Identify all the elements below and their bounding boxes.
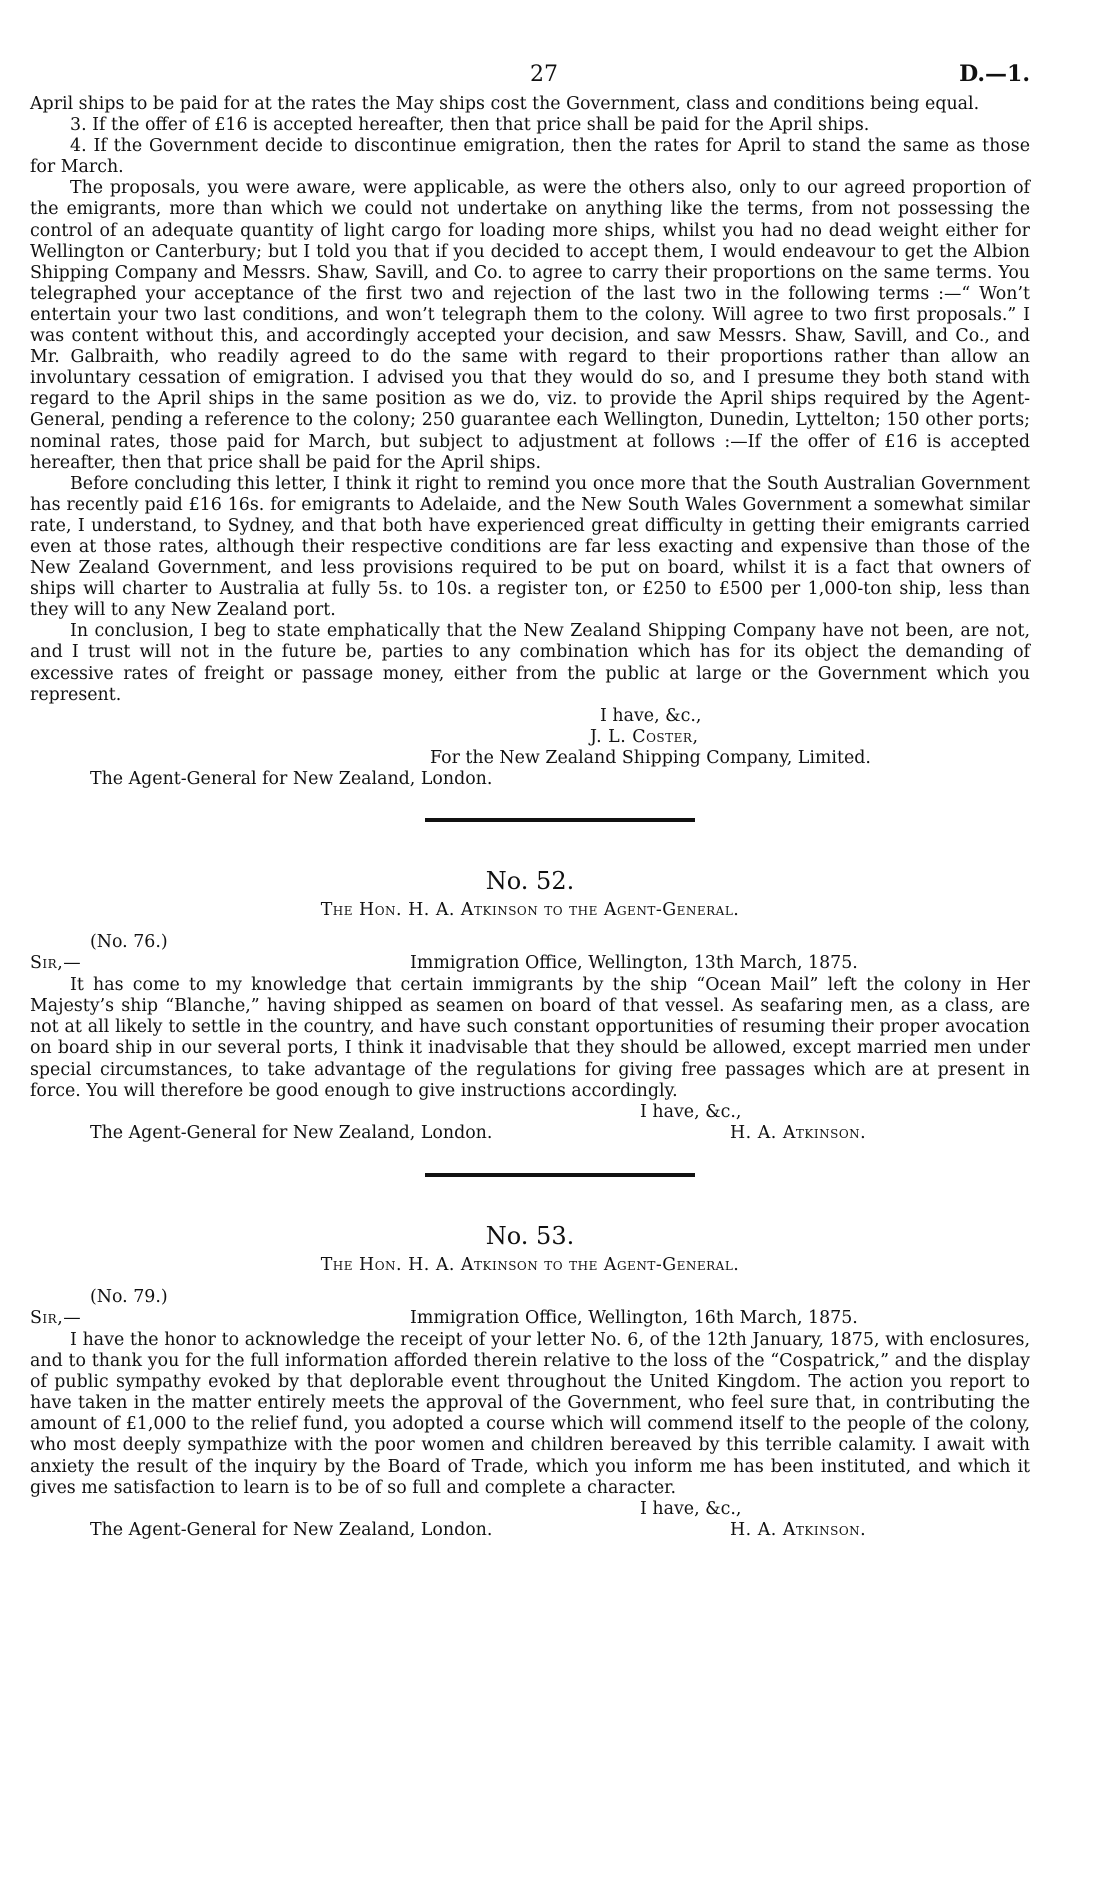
letter-body: I have the honor to acknowledge the receipt of your letter No. 6, of the 12th January, 1875, with enclosures, and to thank you for the full information afforded therein relative to the loss of the “Cospatrick,” and the display of public sympathy evoked by that deplorable event throughout the United Kingdom. The action you report to have taken in the matter entirely meets the approval of the Government, who feel sure that, in contributing the amount of £1,000 to the relief fund, you adopted a course which will commend itself to the people of the colony, who most deeply sympathize with the poor women and children bereaved by this terrible calamity. I await with anxiety the result of the inquiry by the Board of Trade, which you inform me has been instituted, and which it gives me satisfaction to learn is to be of so full and complete a character. bbox=[30, 1329, 1030, 1498]
salutation-row bbox=[30, 953, 1030, 975]
letter-body: It has come to my knowledge that certain immigrants by the ship “Ocean Mail” left the colony in Her Majesty’s ship “Blanche,” having shipped as seamen on board of that vessel. As seafaring men, as a class, are not at all likely to settle in the country, and have such constant opportunities of resuming their proper avocation on board ship in our several ports, I think it inadvisable that they should be allowed, except married men under special circumstances, to take advantage of the regulations for giving free passages which are at present in force. You will therefore be good enough to give instructions accordingly. bbox=[30, 975, 1030, 1101]
signatory: J. L. Coster, bbox=[590, 726, 699, 747]
salutation-row bbox=[30, 1308, 1030, 1330]
paragraph: Before concluding this letter, I think it right to remind you once more that the South Australian Government has recently paid £16 16s. for emigrants to Adelaide, and the New South Wales Government a somewhat similar rate, I understand, to Sydney, and that both have experienced great difficulty in getting their emigrants carried even at those rates, although their respective conditions are far less exacting and expensive than those of the New Zealand Government, and less provisions required to be put on board, whilst it is a fact that owners of ships will charter to Australia at fully 5s. to 10s. a register ton, or £250 to £500 per 1,000-ton ship, less than they will to any New Zealand port. bbox=[30, 473, 1030, 621]
letter-51-continuation bbox=[30, 94, 1030, 790]
dateline: Immigration Office, Wellington, 16th March, 1875. bbox=[410, 1307, 858, 1328]
company-line: For the New Zealand Shipping Company, Limited. bbox=[430, 747, 871, 768]
letter-title: No. 53. bbox=[485, 1221, 575, 1250]
paragraph: April ships to be paid for at the rates the May ships cost the Government, class and conditions being equal. bbox=[30, 94, 980, 114]
addressee: The Agent-General for New Zealand, London. bbox=[90, 1122, 493, 1143]
letter-from: The Hon. H. A. Atkinson to the Agent-General. bbox=[320, 1254, 740, 1275]
closing: I have, &c., bbox=[600, 705, 702, 726]
page-number: 27 bbox=[530, 62, 558, 87]
signatory: H. A. Atkinson. bbox=[730, 1519, 867, 1540]
paragraph: The proposals, you were aware, were applicable, as were the others also, only to our agreed proportion of the emigrants, more than which we could not undertake on anything like the terms, from not possessing the control of an adequate quantity of light cargo for loading more ships, whilst you had no dead weight either for Wellington or Canterbury; but I told you that if you decided to accept them, I would endeavour to get the Albion Shipping Company and Messrs. Shaw, Savill, and Co. to agree to carry their proportions on the same terms. You telegraphed your acceptance of the first two and rejection of the last two in the following terms :—“ Won’t entertain your two last conditions, and won’t telegraph them to the colony. Will agree to two first proposals.” I was content without this, and accordingly accepted your decision, and saw Messrs. Shaw, Savill, and Co., and Mr. Galbraith, who readily agreed to do the same with regard to their proportions rather than allow an involuntary cessation of emigration. I advised you that they would do so, and I presume they both stand with regard to the April ships in the same position as we do, viz. to provide the April ships required by the Agent-General, pending a reference to the colony; 250 guarantee each Wellington, Dunedin, Lyttelton; 150 other ports; nominal rates, those paid for March, but subject to adjustment at follows :—If the offer of £16 is accepted hereafter, then that price shall be paid for the April ships. bbox=[30, 178, 1030, 473]
letter-52 bbox=[30, 864, 1030, 1145]
letter-53 bbox=[30, 1219, 1030, 1542]
paragraph: In conclusion, I beg to state emphatically that the New Zealand Shipping Company have not been, are not, and I trust will not in the future be, parties to any combination which has for its object the demanding of excessive rates of freight or passage money, either from the public at large or the Government which you represent. bbox=[30, 621, 1030, 705]
letter-number: (No. 76.) bbox=[90, 932, 168, 953]
closing-row bbox=[30, 1520, 1030, 1542]
closing-row bbox=[30, 1123, 1030, 1145]
section-divider bbox=[30, 1145, 1030, 1205]
paragraph: 4. If the Government decide to discontinue emigration, then the rates for April to stand the same as those for March. bbox=[30, 136, 1030, 178]
signatory: H. A. Atkinson. bbox=[730, 1122, 867, 1143]
closing: I have, &c., bbox=[640, 1101, 742, 1122]
salutation: Sir,— bbox=[30, 1307, 82, 1328]
paragraph: 3. If the offer of £16 is accepted hereafter, then that price shall be paid for the April ships. bbox=[70, 115, 870, 136]
closing: I have, &c., bbox=[640, 1498, 742, 1519]
document-page bbox=[30, 50, 1030, 1870]
letter-from: The Hon. H. A. Atkinson to the Agent-General. bbox=[320, 900, 740, 921]
salutation: Sir,— bbox=[30, 953, 82, 974]
page-header bbox=[30, 50, 1030, 94]
addressee: The Agent-General for New Zealand, London. bbox=[90, 1519, 493, 1540]
letter-number: (No. 79.) bbox=[90, 1286, 168, 1307]
section-id: D.—1. bbox=[959, 61, 1030, 87]
section-divider bbox=[30, 790, 1030, 850]
letter-title: No. 52. bbox=[485, 867, 575, 896]
dateline: Immigration Office, Wellington, 13th March, 1875. bbox=[410, 953, 858, 974]
addressee: The Agent-General for New Zealand, London. bbox=[90, 769, 493, 789]
